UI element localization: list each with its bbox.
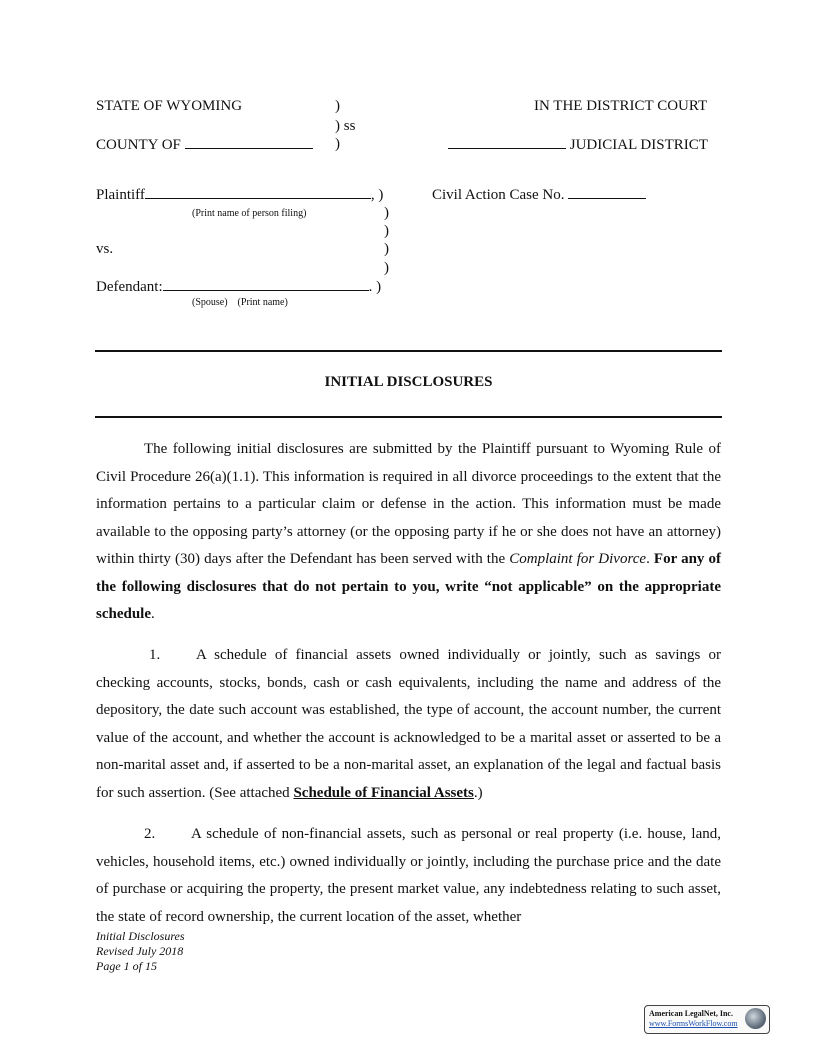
county-field[interactable] [96,135,313,154]
county-label: COUNTY OF [96,137,181,153]
county-blank[interactable] [185,135,313,149]
schedule-financial-assets-link[interactable]: Schedule of Financial Assets [293,784,474,801]
footer-page-number: Page 1 of 15 [96,959,157,973]
item-1 [96,642,721,807]
bottom-rule [95,416,722,418]
caption-paren: ) [384,241,389,257]
state-label: STATE OF WYOMING [96,98,243,114]
defendant-label: Defendant: [96,279,163,295]
intro-end: . [151,606,155,622]
complaint-title: Complaint for Divorce [509,551,647,567]
district-blank[interactable] [448,135,566,149]
item-text: A schedule of financial assets owned individually or jointly, such as savings or checking accounts, stocks, bonds, cash or cash equivalents, including the name and address of the depository, the date such account was established, the type of account, the account number, the current value of the account, and whether the account is acknowledged to be a marital asset or asserted to be a non-marital asset and, if asserted to be a non-marital asset, an explanation of the legal and factual basis for such assertion. (See attached [96,647,721,801]
caption-ss: ) ss [335,118,356,134]
district-field[interactable] [448,135,708,154]
defendant-suffix: . ) [368,279,382,295]
page-footer [96,929,185,974]
document-title: INITIAL DISCLOSURES [324,374,493,390]
item-text: A schedule of non-financial assets, such as personal or real property (i.e. house, land, vehicles, household items, etc.) owned individually or jointly, including the purchase price and the date of purchase or acquiring the property, the present market value, any indebtedness relating to such asset, the state of record ownership, the current location of the asset, whether [96,826,721,925]
case-number-field[interactable] [432,185,646,204]
intro-instruction: For any of the following disclosures that do not pertain to you, write “not applicable” on the appropriate schedule [96,551,722,622]
defendant-note: (Spouse) (Print name) [192,297,288,308]
plaintiff-blank[interactable] [145,185,371,199]
defendant-blank[interactable] [163,277,369,291]
globe-icon [745,1008,766,1029]
publisher-logo[interactable] [644,1005,770,1034]
case-number-label: Civil Action Case No. [432,187,565,203]
plaintiff-label: Plaintiff [96,187,145,203]
case-number-blank[interactable] [568,185,646,199]
court-label: IN THE DISTRICT COURT [534,98,708,114]
item-2 [96,821,721,931]
item-number: 2. [144,826,156,842]
caption-paren: ) [384,260,389,276]
footer-doc-name: Initial Disclosures [96,929,185,943]
caption-paren: ) [384,223,389,239]
item-number: 1. [149,647,161,663]
intro-text-2: . [646,551,654,567]
defendant-field[interactable] [96,277,381,296]
intro-paragraph [96,436,721,629]
district-label: JUDICIAL DISTRICT [569,137,708,153]
intro-text: The following initial disclosures are submitted by the Plaintiff pursuant to Wyoming Rule of Civil Procedure 26(a)(1.1). This information is required in all divorce proceedings to the extent that the information pertains to a particular claim or defense in the action. This information must be made available to the opposing party’s attorney (or the opposing party if he or she does not have an attorney) within thirty (30) days after the Defendant has been served with the [96,441,721,567]
footer-revision: Revised July 2018 [96,944,184,958]
publisher-url[interactable]: www.FormsWorkFlow.com [649,1019,738,1028]
plaintiff-suffix: , ) [370,187,384,203]
top-rule [95,350,722,352]
caption-paren: ) [335,98,340,114]
plaintiff-note: (Print name of person filing) [192,208,307,219]
plaintiff-field[interactable] [96,185,383,204]
publisher-name: American LegalNet, Inc. [649,1009,733,1018]
caption-paren: ) [384,205,389,221]
caption-paren: ) [335,136,340,152]
item-end: .) [473,784,483,801]
vs-label: vs. [96,241,114,257]
